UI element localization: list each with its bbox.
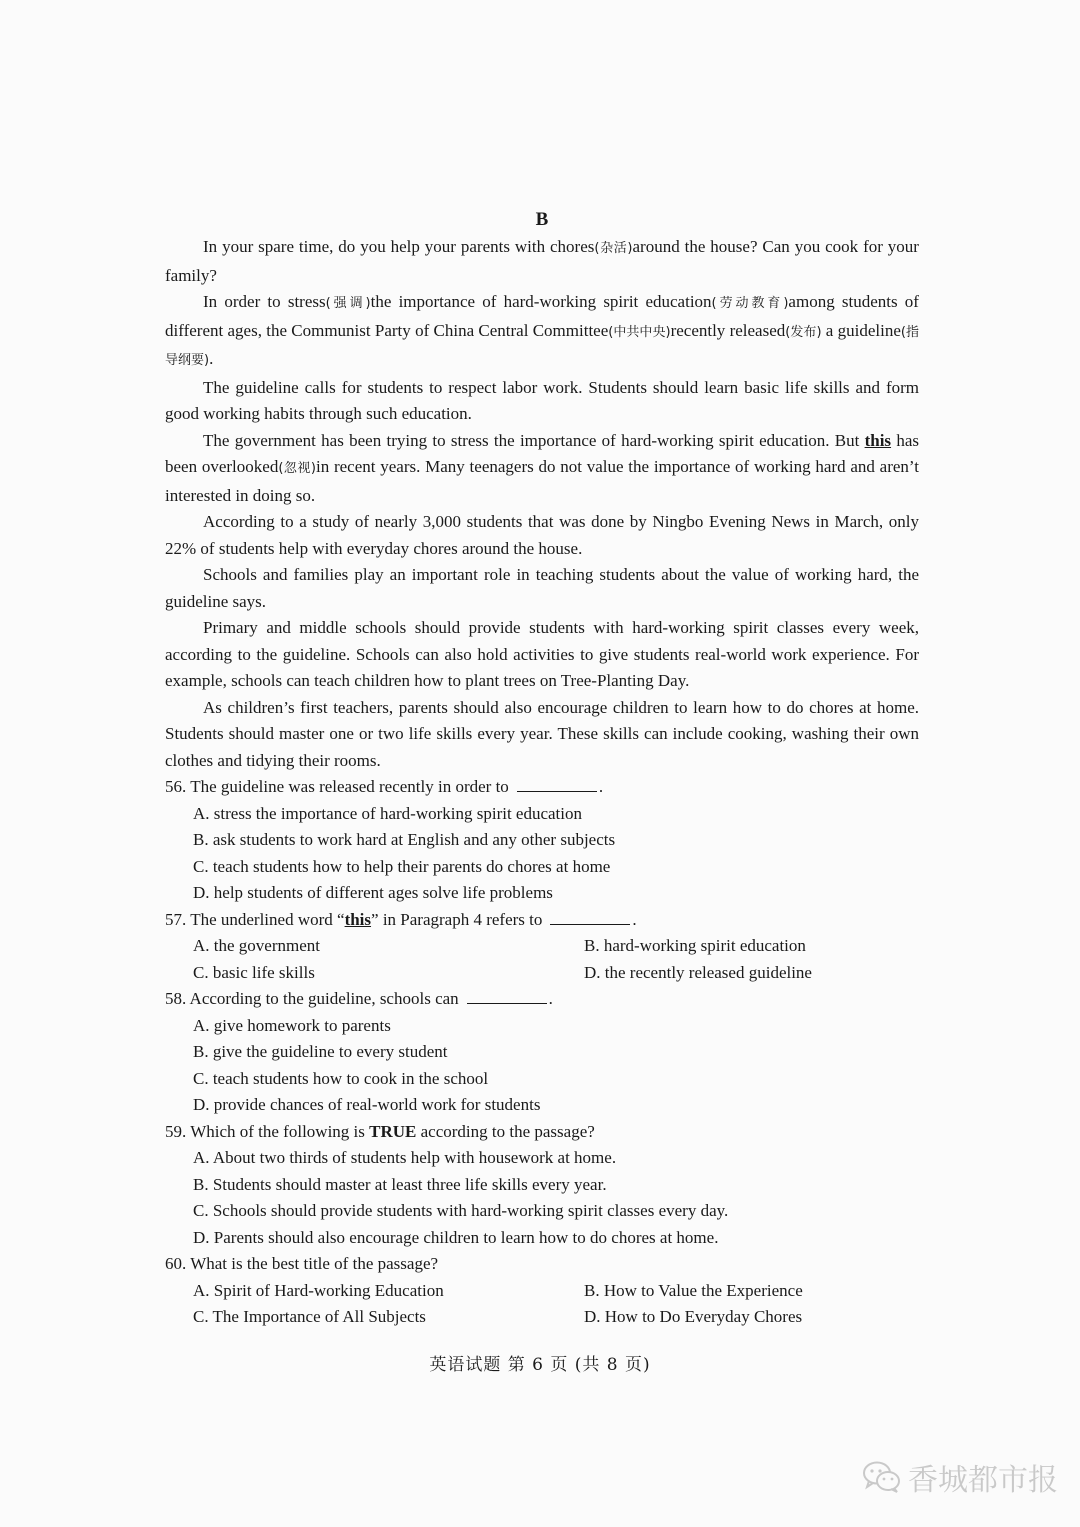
q56-option-a: A. stress the importance of hard-working spirit education bbox=[193, 803, 583, 823]
watermark bbox=[862, 1455, 1058, 1499]
q60-option-a: A. Spirit of Hard-working Education bbox=[193, 1280, 444, 1300]
p2-text-d: recently released bbox=[670, 320, 786, 340]
q58-option-b: B. give the guideline to every student bbox=[193, 1042, 448, 1061]
q56-option-d: D. help students of different ages solve life problems bbox=[193, 883, 553, 902]
answer-blank bbox=[467, 987, 547, 1004]
paragraph-6: Schools and families play an important role in teaching students about the value of working hard, the guideline says. bbox=[165, 565, 919, 611]
paragraph-7: Primary and middle schools should provide students with hard-working spirit classes every week, according to the guideline. Schools can also hold activities to give students real-world work experience. For example, schools can teach children how to plant trees on Tree-Planting Day. bbox=[165, 618, 919, 690]
p2-text-a: In order to stress bbox=[203, 292, 326, 311]
q57-options-row-1 bbox=[193, 933, 919, 960]
q57-option-c: C. basic life skills bbox=[193, 962, 315, 982]
q58-option-d: D. provide chances of real-world work for students bbox=[193, 1095, 541, 1114]
paragraph-8: As children’s first teachers, parents should also encourage children to learn how to do chores at home. Students should master one or two life skills every year. These skills can include cooking, washing their own clothes and tidying their rooms. bbox=[165, 697, 919, 770]
answer-blank bbox=[517, 775, 597, 792]
q58-option-c: C. teach students how to cook in the school bbox=[193, 1068, 489, 1088]
p2-text-b: the importance of hard-working spirit education bbox=[370, 292, 712, 311]
page-footer: 英语试题 第 6 页 (共 8 页) bbox=[429, 1355, 651, 1375]
q57-stem-a: 57. The underlined word “ bbox=[165, 909, 345, 929]
paragraph-3: The guideline calls for students to respect labor work. Students should learn basic life skills and form good working habits through such education. bbox=[165, 377, 919, 423]
q57-end: . bbox=[632, 909, 637, 929]
paragraph-5: According to a study of nearly 3,000 students that was done by Ningbo Evening News in March, only 22% of students help with everyday chores around the house. bbox=[165, 512, 919, 558]
paragraph-4 bbox=[165, 428, 919, 510]
exam-page bbox=[165, 206, 919, 1331]
p2-gloss-stress: (强调) bbox=[325, 296, 371, 311]
q59-stem-a: 59. Which of the following is bbox=[165, 1121, 370, 1141]
q56-stem: 56. The guideline was released recently in order to bbox=[165, 777, 509, 796]
q60-option-c: C. The Importance of All Subjects bbox=[193, 1307, 426, 1326]
p2-text-e: a guideline bbox=[821, 320, 901, 340]
q59-bold-true: TRUE bbox=[369, 1121, 417, 1141]
paragraph-1 bbox=[165, 234, 919, 289]
p4-gloss-overlooked: (忽视) bbox=[278, 461, 316, 476]
p2-gloss-guideline: (指导纲要) bbox=[165, 324, 919, 368]
q56-option-c: C. teach students how to help their parents do chores at home bbox=[193, 856, 611, 876]
p2-text-f: . bbox=[209, 349, 214, 368]
q56-option-b: B. ask students to work hard at English and any other subjects bbox=[193, 830, 616, 849]
q57-option-d: D. the recently released guideline bbox=[584, 962, 812, 982]
question-57 bbox=[165, 907, 919, 934]
q57-option-a: A. the government bbox=[193, 936, 320, 955]
q59-option-d: D. Parents should also encourage children to learn how to do chores at home. bbox=[193, 1227, 719, 1247]
p2-gloss-committee: (中共中央) bbox=[608, 324, 671, 340]
p4-text-c: in recent years. Many teenagers do not value the importance of working hard and aren’t interested in doing so. bbox=[165, 457, 919, 505]
p1-text-a: In your spare time, do you help your parents with chores bbox=[203, 237, 595, 256]
q58-option-a: A. give homework to parents bbox=[193, 1015, 391, 1035]
p4-text-b: has been overlooked bbox=[165, 430, 919, 476]
question-60: 60. What is the best title of the passage? bbox=[165, 1254, 439, 1273]
question-59 bbox=[165, 1119, 919, 1146]
q59-stem-b: according to the passage? bbox=[416, 1121, 595, 1141]
q57-stem-b: ” in Paragraph 4 refers to bbox=[371, 909, 543, 929]
q59-option-c: C. Schools should provide students with hard-working spirit classes every day. bbox=[193, 1201, 729, 1220]
question-58 bbox=[165, 986, 919, 1013]
q60-options-row-1 bbox=[193, 1278, 919, 1305]
underlined-word-this: this bbox=[864, 430, 892, 450]
p2-text-c: among students of different ages, the Communist Party of China Central Committee bbox=[165, 292, 919, 340]
watermark-text: 香城都市报 bbox=[908, 1463, 1058, 1498]
q58-end: . bbox=[548, 989, 553, 1008]
section-title: B bbox=[535, 209, 549, 230]
q60-option-d: D. How to Do Everyday Chores bbox=[584, 1307, 803, 1326]
q56-end: . bbox=[598, 777, 604, 796]
q60-option-b: B. How to Value the Experience bbox=[584, 1280, 803, 1300]
q57-options-row-2 bbox=[193, 960, 919, 987]
question-56 bbox=[165, 774, 919, 801]
p1-text-b: around the house? Can you cook for your family? bbox=[165, 237, 919, 285]
q60-options-row-2 bbox=[193, 1304, 919, 1331]
answer-blank bbox=[550, 908, 630, 925]
q59-option-a: A. About two thirds of students help with housework at home. bbox=[193, 1148, 617, 1167]
q58-stem: 58. According to the guideline, schools can bbox=[165, 989, 459, 1008]
paragraph-2 bbox=[165, 289, 919, 375]
q59-option-b: B. Students should master at least three life skills every year. bbox=[193, 1174, 607, 1194]
wechat-icon bbox=[862, 1460, 902, 1494]
p4-text-a: The government has been trying to stress the importance of hard-working spirit education. But bbox=[203, 430, 865, 450]
p2-gloss-released: (发布) bbox=[785, 324, 822, 340]
q57-underlined-word: this bbox=[344, 909, 372, 929]
p1-gloss-chores: (杂活) bbox=[594, 241, 633, 256]
q57-option-b: B. hard-working spirit education bbox=[584, 936, 806, 955]
p2-gloss-education: (劳动教育) bbox=[711, 296, 789, 311]
